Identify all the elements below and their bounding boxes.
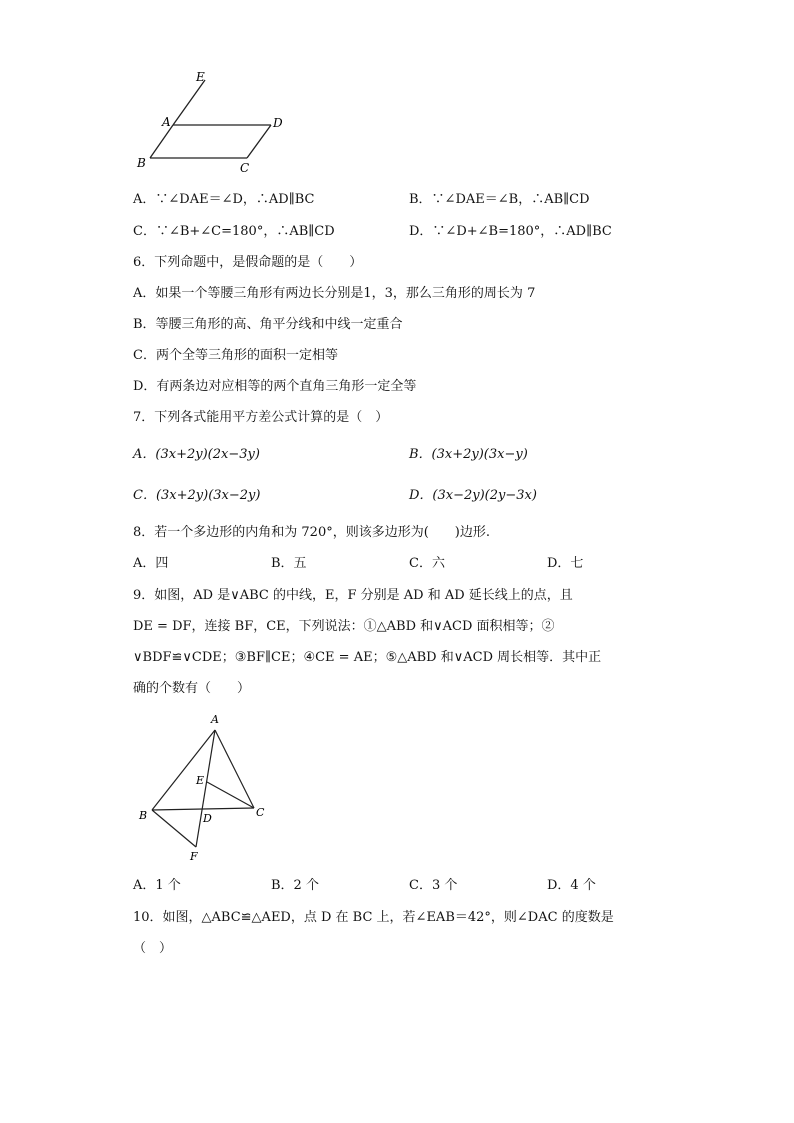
q9-line-2: DE = DF，连接 BF，CE，下列说法：①△ABD 和∨ACD 面积相等；② [133, 619, 555, 634]
q5-option-c: C．∵∠B+∠C=180°，∴AB∥CD [133, 224, 335, 239]
q7-option-c: C．(3x+2y)(3x−2y) [133, 488, 261, 503]
q5-option-d: D．∵∠D+∠B=180°，∴AD∥BC [409, 224, 612, 239]
label-c2: C [256, 806, 265, 819]
line-af2 [196, 730, 215, 847]
q9-option-b: B．2 个 [271, 878, 319, 893]
q5-option-b: B．∵∠DAE＝∠B，∴AB∥CD [409, 192, 590, 207]
label-a2: A [211, 713, 219, 726]
label-d2: D [203, 812, 212, 825]
q7-option-d: D．(3x−2y)(2y−3x) [409, 488, 537, 503]
q6-option-b: B．等腰三角形的高、角平分线和中线一定重合 [133, 317, 403, 332]
q9-option-c: C．3 个 [409, 878, 458, 893]
line-ab [150, 125, 173, 158]
line-ab2 [152, 730, 215, 810]
q9-line-4: 确的个数有（ ） [133, 681, 251, 696]
q7-stem: 7．下列各式能用平方差公式计算的是（ ） [133, 410, 389, 425]
line-bc2 [152, 808, 254, 810]
line-cd [247, 125, 271, 158]
q10-line-1: 10．如图，△ABC≌△AED，点 D 在 BC 上，若∠EAB＝42°，则∠DAC 的度数是 [133, 910, 614, 925]
q8-option-c: C．六 [409, 556, 445, 571]
label-b2: B [139, 809, 148, 822]
label-a: A [162, 115, 171, 129]
line-ac2 [215, 730, 254, 808]
q5-option-a: A．∵∠DAE＝∠D，∴AD∥BC [133, 192, 315, 207]
q9-option-d: D．4 个 [547, 878, 596, 893]
parallelogram-figure [130, 68, 290, 180]
q6-option-d: D．有两条边对应相等的两个直角三角形一定全等 [133, 379, 417, 394]
label-d: D [273, 116, 283, 130]
q6-option-c: C．两个全等三角形的面积一定相等 [133, 348, 338, 363]
label-c: C [240, 161, 250, 175]
q8-option-b: B．五 [271, 556, 307, 571]
line-ae [173, 80, 205, 125]
label-f2: F [190, 850, 198, 863]
q9-line-1: 9．如图，AD 是∨ABC 的中线，E，F 分别是 AD 和 AD 延长线上的点，且 [133, 588, 573, 603]
label-e2: E [196, 774, 205, 787]
q9-line-3: ∨BDF≌∨CDE；③BF∥CE；④CE = AE；⑤△ABD 和∨ACD 周长相等．其中正 [133, 650, 602, 665]
q9-option-a: A．1 个 [133, 878, 181, 893]
q8-option-d: D．七 [547, 556, 584, 571]
triangle-median-figure [130, 712, 280, 864]
line-bf2 [152, 810, 196, 847]
label-b: B [137, 156, 146, 170]
q6-option-a: A．如果一个等腰三角形有两边长分别是1，3，那么三角形的周长为 7 [133, 286, 536, 301]
q8-option-a: A．四 [133, 556, 169, 571]
q6-stem: 6．下列命题中，是假命题的是（ ） [133, 255, 363, 270]
q7-option-a: A．(3x+2y)(2x−3y) [133, 447, 260, 462]
label-e: E [196, 70, 205, 84]
q8-stem: 8．若一个多边形的内角和为 720°，则该多边形为( )边形. [133, 525, 490, 540]
q7-option-b: B．(3x+2y)(3x−y) [409, 447, 528, 462]
q10-line-2: （ ） [133, 941, 173, 956]
